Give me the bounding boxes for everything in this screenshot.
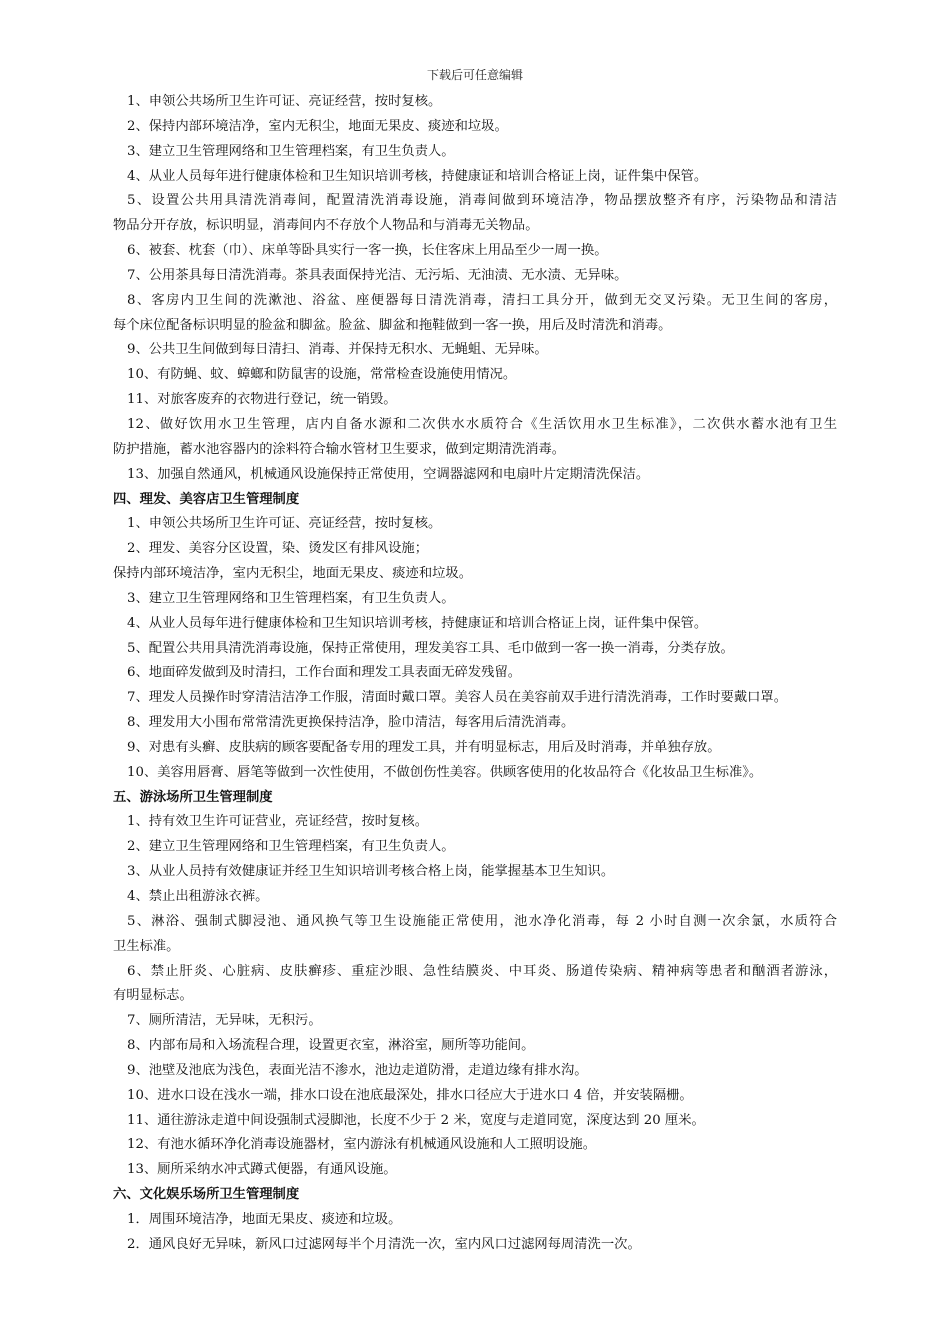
- paragraph-line: 10、美容用唇膏、唇笔等做到一次性使用，不做创伤性美容。供顾客使用的化妆品符合《化妆品卫生标准》。: [127, 764, 763, 780]
- section-heading: 六、文化娱乐场所卫生管理制度: [113, 1187, 300, 1203]
- paragraph-line: 10、有防蝇、蚊、蟑螂和防鼠害的设施，常常检查设施使用情况。: [127, 367, 517, 383]
- paragraph-line: 8、理发用大小围布常常清洗更换保持洁净，脸巾清洁，每客用后清洗消毒。: [127, 715, 575, 731]
- paragraph-line: 11、通往游泳走道中间设强制式浸脚池，长度不少于 2 米，宽度与走道同宽，深度达到 20 厘米。: [127, 1112, 705, 1128]
- paragraph-line: 7、公用茶具每日清洗消毒。茶具表面保持光洁、无污垢、无油渍、无水渍、无异味。: [127, 267, 628, 283]
- paragraph-line: 12、有池水循环净化消毒设施器材，室内游泳有机械通风设施和人工照明设施。: [127, 1137, 597, 1153]
- paragraph-line: 4、从业人员每年进行健康体检和卫生知识培训考核，持健康证和培训合格证上岗，证件集中保管。: [127, 168, 708, 184]
- paragraph-line: 3、从业人员持有效健康证并经卫生知识培训考核合格上岗，能掌握基本卫生知识。: [127, 864, 615, 880]
- paragraph-line: 5、设置公共用具清洗消毒间，配置清洗消毒设施，消毒间做到环境洁净，物品摆放整齐有序，污染物品和清洁: [127, 193, 837, 209]
- paragraph-line: 6、被套、枕套（巾）、床单等卧具实行一客一换，长住客床上用品至少一周一换。: [127, 243, 608, 259]
- paragraph-line: 1．周围环境洁净，地面无果皮、痰迹和垃圾。: [127, 1211, 402, 1227]
- section-heading: 五、游泳场所卫生管理制度: [113, 789, 273, 805]
- paragraph-line: 2、理发、美容分区设置，染、烫发区有排风设施；: [127, 541, 428, 557]
- paragraph-line: 6、禁止肝炎、心脏病、皮肤癣疹、重症沙眼、急性结膜炎、中耳炎、肠道传染病、精神病等患者和酗酒者游泳，: [127, 963, 837, 979]
- paragraph-line: 4、从业人员每年进行健康体检和卫生知识培训考核，持健康证和培训合格证上岗，证件集中保管。: [127, 615, 708, 631]
- paragraph-line: 11、对旅客废弃的衣物进行登记，统一销毁。: [127, 392, 397, 408]
- paragraph-line: 5、淋浴、强制式脚浸池、通风换气等卫生设施能正常使用，池水净化消毒，每 2 小时自测一次余氯，水质符合: [127, 913, 837, 929]
- paragraph-line: 卫生标准。: [113, 938, 180, 954]
- paragraph-line: 有明显标志。: [113, 988, 193, 1004]
- paragraph-line: 5、配置公共用具清洗消毒设施，保持正常使用，理发美容工具、毛巾做到一客一换一消毒，分类存放。: [127, 640, 734, 656]
- paragraph-line: 4、禁止出租游泳衣裤。: [127, 889, 269, 904]
- paragraph-line: 6、地面碎发做到及时清扫，工作台面和理发工具表面无碎发残留。: [127, 665, 522, 681]
- paragraph-line: 2、保持内部环境洁净，室内无积尘，地面无果皮、痰迹和垃圾。: [127, 118, 508, 134]
- paragraph-line: 13、厕所采纳水冲式蹲式便器，有通风设施。: [127, 1162, 397, 1178]
- paragraph-line: 防护措施，蓄水池容器内的涂料符合输水管材卫生要求，做到定期清洗消毒。: [113, 441, 566, 457]
- section-heading: 四、理发、美容店卫生管理制度: [113, 491, 300, 507]
- paragraph-line: 3、建立卫生管理网络和卫生管理档案，有卫生负责人。: [127, 143, 455, 159]
- paragraph-line: 2、建立卫生管理网络和卫生管理档案，有卫生负责人。: [127, 839, 455, 855]
- page-header: 下载后可任意编辑: [426, 68, 523, 82]
- paragraph-line: 每个床位配备标识明显的脸盆和脚盆。脸盆、脚盆和拖鞋做到一客一换，用后及时清洗和消毒。: [113, 317, 672, 333]
- paragraph-line: 7、厕所清洁，无异味，无积污。: [127, 1013, 322, 1029]
- paragraph-line: 3、建立卫生管理网络和卫生管理档案，有卫生负责人。: [127, 590, 455, 606]
- paragraph-line: 9、对患有头癣、皮肤病的顾客要配备专用的理发工具，并有明显标志，用后及时消毒，并单独存放。: [127, 739, 721, 755]
- paragraph-line: 10、进水口设在浅水一端，排水口设在池底最深处，排水口径应大于进水口 4 倍，并安装隔栅。: [127, 1087, 693, 1103]
- paragraph-line: 8、客房内卫生间的洗漱池、浴盆、座便器每日清洗消毒，清扫工具分开，做到无交叉污染。无卫生间的客房，: [127, 292, 837, 308]
- paragraph-line: 8、内部布局和入场流程合理，设置更衣室，淋浴室，厕所等功能间。: [127, 1038, 535, 1054]
- paragraph-line: 13、加强自然通风，机械通风设施保持正常使用，空调器滤网和电扇叶片定期清洗保洁。: [127, 466, 650, 482]
- paragraph-line: 9、池壁及池底为浅色，表面光洁不渗水，池边走道防滑，走道边缘有排水沟。: [127, 1062, 588, 1078]
- paragraph-line: 1、持有效卫生许可证营业，亮证经营，按时复核。: [127, 814, 428, 830]
- paragraph-line: 1、申领公共场所卫生许可证、亮证经营，按时复核。: [127, 94, 442, 109]
- paragraph-line: 9、公共卫生间做到每日清扫、消毒、并保持无积水、无蝇蛆、无异味。: [127, 342, 548, 358]
- document-body: [113, 90, 837, 1258]
- paragraph-line: 7、理发人员操作时穿清洁洁净工作服，清面时戴口罩。美容人员在美容前双手进行清洗消毒，工作时要戴口罩。: [127, 690, 788, 706]
- paragraph-line: 物品分开存放，标识明显，消毒间内不存放个人物品和与消毒无关物品。: [113, 218, 539, 234]
- paragraph-line: 1、申领公共场所卫生许可证、亮证经营，按时复核。: [127, 516, 442, 532]
- paragraph-line: 12、做好饮用水卫生管理，店内自备水源和二次供水水质符合《生活饮用水卫生标准》，二次供水蓄水池有卫生: [127, 416, 837, 432]
- paragraph-line: 2．通风良好无异味，新风口过滤网每半个月清洗一次，室内风口过滤网每周清洗一次。: [127, 1236, 641, 1252]
- paragraph-line: 保持内部环境洁净，室内无积尘，地面无果皮、痰迹和垃圾。: [113, 566, 473, 582]
